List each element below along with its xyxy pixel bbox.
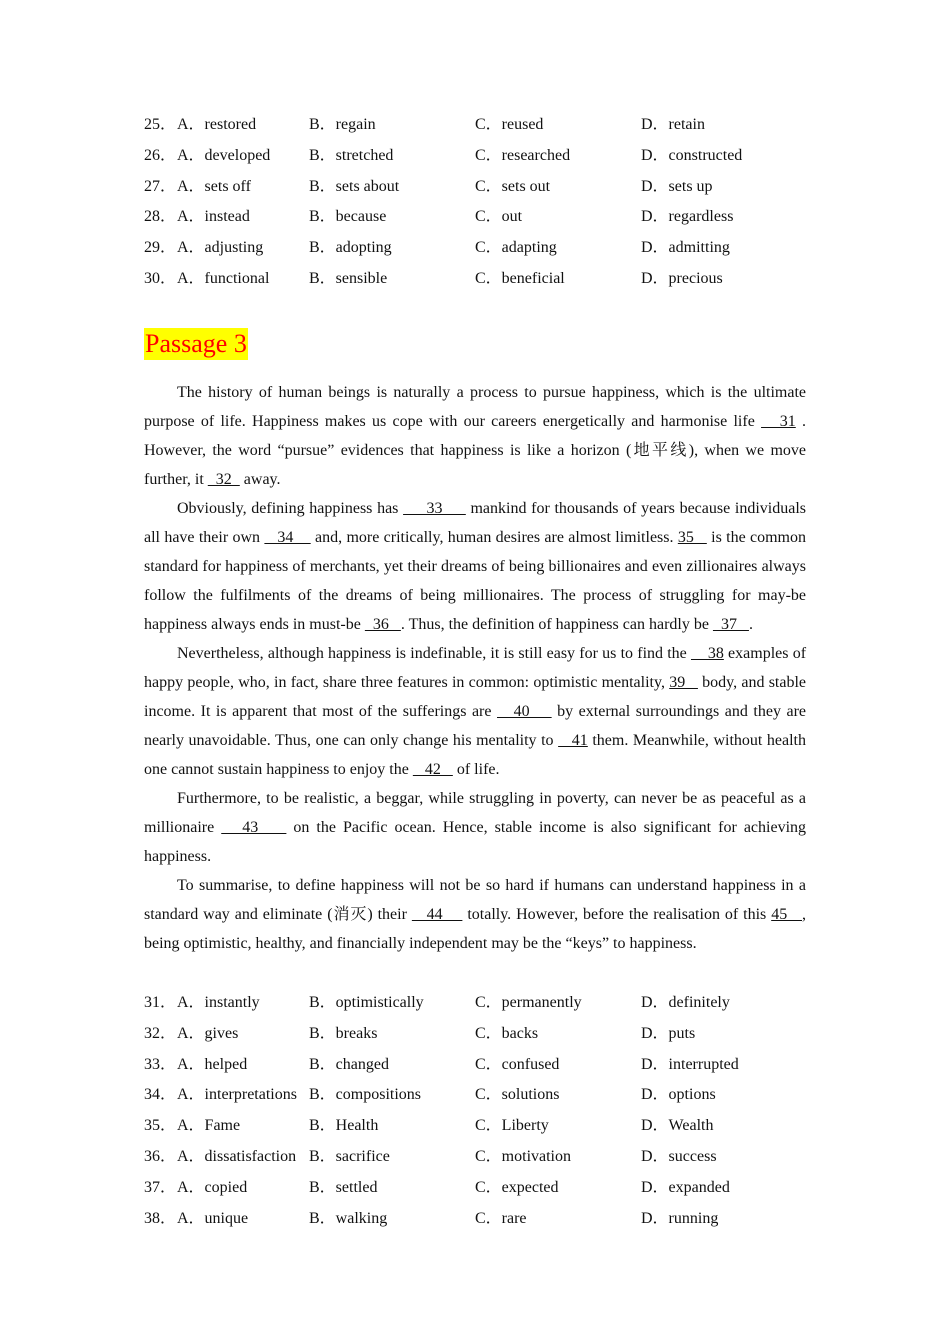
option-b: B．sets about — [309, 177, 400, 195]
option-b: B．settled — [309, 1178, 378, 1196]
option-c: C．solutions — [475, 1086, 560, 1104]
option-b: B．sensible — [309, 269, 388, 287]
paragraph-text: The history of human beings is naturally a process to pursue happiness, which is the ultimate purpose of life. Happiness makes us cope with our careers energetically and harmonise life — [144, 384, 806, 430]
option-d: D．precious — [641, 269, 723, 287]
option-a: A．Fame — [177, 1117, 241, 1135]
blank-40: 40 — [497, 703, 552, 720]
option-d: D．success — [641, 1147, 717, 1165]
paragraph-text: is the common standard for happiness of merchants, yet their dreams of being billionaires and even zillionaires always follow the fulfilments of the dreams of being millionaires. The process of struggling for may-be happiness always ends in must-be — [144, 529, 807, 633]
option-b: B．changed — [309, 1055, 389, 1073]
top-question-list — [144, 110, 806, 295]
question-row-28 — [144, 202, 806, 233]
passage-body — [144, 378, 806, 958]
question-row-34 — [144, 1080, 806, 1111]
option-c: C．permanently — [475, 994, 582, 1011]
option-d: D．expanded — [641, 1178, 730, 1196]
question-row-35 — [144, 1111, 806, 1142]
option-a: A．adjusting — [177, 239, 264, 257]
blank-45: 45 — [771, 906, 802, 923]
question-row-30 — [144, 264, 806, 295]
blank-34: 34 — [264, 529, 311, 546]
paragraph-3 — [144, 639, 806, 784]
question-number: 35． — [144, 1117, 177, 1135]
question-number: 29． — [144, 239, 177, 257]
blank-31: 31 — [761, 413, 796, 430]
option-a: A．restored — [177, 116, 257, 133]
option-d: D．admitting — [641, 239, 730, 257]
option-b: B．regain — [309, 116, 376, 133]
paragraph-text: examples of happy people, who, in fact, share three features in common: optimistic mentality, — [144, 645, 807, 691]
option-c: C．out — [475, 208, 523, 226]
paragraph-text: Nevertheless, although happiness is indefinable, it is still easy for us to find the — [177, 645, 691, 662]
question-number: 36． — [144, 1147, 177, 1165]
option-a: A．gives — [177, 1024, 239, 1042]
option-a: A．helped — [177, 1055, 248, 1073]
paragraph-text: away. — [239, 471, 281, 488]
question-number: 30． — [144, 269, 177, 287]
option-c: C．confused — [475, 1055, 560, 1073]
blank-32: 32 — [207, 471, 240, 488]
question-number: 33． — [144, 1055, 177, 1073]
question-number: 25． — [144, 116, 177, 133]
option-d: D．constructed — [641, 146, 743, 164]
option-c: C．backs — [475, 1024, 539, 1042]
question-number: 37． — [144, 1178, 177, 1196]
bottom-question-list — [144, 988, 806, 1234]
option-d: D．regardless — [641, 208, 734, 226]
blank-44: 44 — [411, 906, 463, 923]
option-c: C．adapting — [475, 239, 557, 257]
question-row-26 — [144, 141, 806, 172]
question-number: 27． — [144, 177, 177, 195]
option-b: B．Health — [309, 1117, 379, 1135]
question-number: 34． — [144, 1086, 177, 1104]
option-a: A．developed — [177, 146, 271, 164]
option-c: C．beneficial — [475, 269, 565, 287]
paragraph-text: . — [748, 616, 753, 633]
option-c: C．expected — [475, 1178, 559, 1196]
paragraph-text: , being optimistic, healthy, and financially independent may be the “keys” to happiness. — [144, 906, 806, 952]
blank-37: 37 — [712, 616, 749, 633]
option-a: A．interpretations — [177, 1086, 297, 1104]
paragraph-text: To summarise, to define happiness will not be so hard if humans can understand happiness in a standard way and eliminate (消灭) their — [144, 877, 806, 923]
paragraph-text: . However, the word “pursue” evidences that happiness is like a horizon (地平线), when we move further, it — [144, 413, 807, 488]
option-b: B．sacrifice — [309, 1147, 390, 1165]
question-row-29 — [144, 233, 806, 264]
paragraph-text: mankind for thousands of years because individuals all have their own — [144, 500, 806, 546]
option-a: A．unique — [177, 1209, 249, 1227]
paragraph-text: them. Meanwhile, without health one cannot sustain happiness to enjoy the — [144, 732, 806, 778]
question-row-37 — [144, 1173, 806, 1204]
paragraph-text: on the Pacific ocean. Hence, stable income is also significant for achieving happiness. — [144, 819, 807, 865]
option-a: A．instead — [177, 208, 250, 226]
passage-heading: Passage 3 — [145, 329, 247, 358]
blank-36: 36 — [364, 616, 401, 633]
option-a: A．instantly — [177, 994, 260, 1011]
paragraph-text: totally. However, before the realisation of this — [462, 906, 772, 923]
option-d: D．running — [641, 1209, 719, 1227]
option-c: C．rare — [475, 1209, 527, 1227]
paragraph-text: Obviously, defining happiness has — [177, 500, 404, 517]
option-a: A．dissatisfaction — [177, 1147, 297, 1165]
option-b: B．because — [309, 208, 387, 226]
paragraph-4 — [144, 784, 806, 871]
question-row-32 — [144, 1019, 806, 1050]
question-row-36 — [144, 1142, 806, 1173]
paragraph-1 — [144, 378, 806, 494]
question-number: 26． — [144, 146, 177, 164]
question-row-31 — [144, 988, 806, 1019]
question-row-27 — [144, 172, 806, 203]
option-a: A．copied — [177, 1178, 248, 1196]
option-d: D．options — [641, 1086, 716, 1104]
blank-33: 33 — [403, 500, 466, 517]
option-a: A．sets off — [177, 177, 251, 195]
paragraph-text: . Thus, the definition of happiness can hardly be — [400, 616, 713, 633]
paragraph-text: by external surroundings and they are nearly unavoidable. Thus, one can only change his mentality to — [144, 703, 807, 749]
paragraph-text: and, more critically, human desires are almost limitless. — [310, 529, 678, 546]
question-number: 28． — [144, 208, 177, 226]
option-d: D．definitely — [641, 994, 730, 1011]
option-d: D．retain — [641, 116, 705, 133]
blank-35: 35 — [677, 529, 707, 546]
option-b: B．stretched — [309, 146, 394, 164]
paragraph-5 — [144, 871, 806, 958]
option-c: C．researched — [475, 146, 571, 164]
blank-42: 42 — [412, 761, 453, 778]
option-b: B．breaks — [309, 1024, 378, 1042]
option-c: C．sets out — [475, 177, 551, 195]
option-a: A．functional — [177, 269, 270, 287]
question-number: 32． — [144, 1024, 177, 1042]
option-b: B．compositions — [309, 1086, 422, 1104]
option-c: C．Liberty — [475, 1117, 549, 1135]
option-d: D．puts — [641, 1024, 696, 1042]
option-d: D．interrupted — [641, 1055, 739, 1073]
paragraph-2 — [144, 494, 806, 639]
option-b: B．optimistically — [309, 994, 424, 1011]
blank-39: 39 — [669, 674, 698, 691]
question-number: 31． — [144, 994, 177, 1011]
option-c: C．motivation — [475, 1147, 572, 1165]
paragraph-text: Furthermore, to be realistic, a beggar, while struggling in poverty, can never be as peaceful as a millionaire — [144, 790, 806, 836]
question-row-38 — [144, 1204, 806, 1235]
option-c: C．reused — [475, 116, 544, 133]
question-row-25 — [144, 110, 806, 141]
question-number: 38． — [144, 1209, 177, 1227]
blank-41: 41 — [558, 732, 588, 749]
question-row-33 — [144, 1050, 806, 1081]
option-d: D．Wealth — [641, 1117, 714, 1135]
option-b: B．adopting — [309, 239, 392, 257]
option-b: B．walking — [309, 1209, 388, 1227]
blank-38: 38 — [690, 645, 724, 662]
blank-43: 43 — [221, 819, 287, 836]
option-d: D．sets up — [641, 177, 713, 195]
paragraph-text: of life. — [452, 761, 500, 778]
paragraph-text: body, and stable income. It is apparent that most of the sufferings are — [144, 674, 807, 720]
